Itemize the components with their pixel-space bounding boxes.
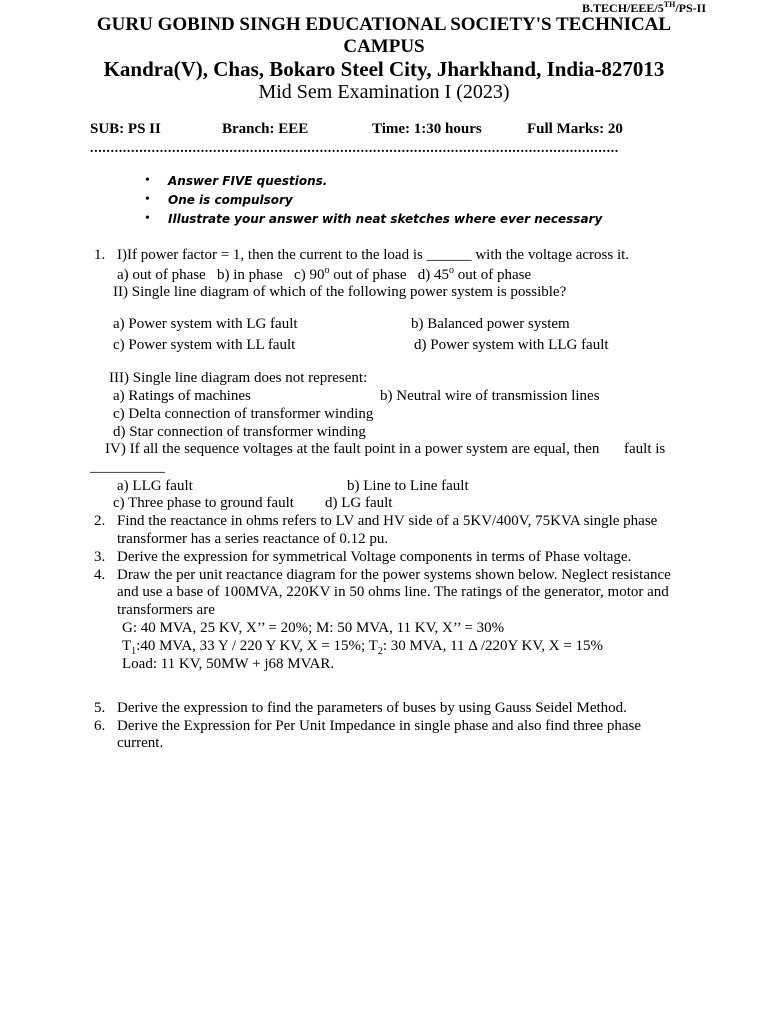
question-4-text-cont: and use a base of 100MVA, 220KV in 50 ohms line. The ratings of the generator, motor and <box>117 584 669 600</box>
option-a: a) out of phase <box>117 267 206 283</box>
question-number: 6. <box>94 718 106 734</box>
question-4-text-cont: transformers are <box>117 602 215 618</box>
time-label: Time: 1:30 hours <box>372 121 482 137</box>
branch-label: Branch: EEE <box>222 121 309 137</box>
question-1-part-iv: IV) If all the sequence voltages at the fault point in a power system are equal, then <box>105 441 600 457</box>
instruction-item: One is compulsory <box>168 193 293 207</box>
question-number: 5. <box>94 700 106 716</box>
question-4-text: Draw the per unit reactance diagram for the power systems shown below. Neglect resistance <box>117 567 671 583</box>
option-c: c) 90$^o$ out of phase <box>294 265 407 283</box>
question-number: 2. <box>94 513 106 529</box>
option-c: c) Three phase to ground fault <box>113 495 294 511</box>
question-1-part-iv-end: fault is <box>624 441 666 457</box>
question-6-text: Derive the Expression for Per Unit Impedance in single phase and also find three phase <box>117 718 642 734</box>
institute-name: GURU GOBIND SINGH EDUCATIONAL SOCIETY'S TECHNICAL <box>96 14 672 35</box>
full-marks-label: Full Marks: 20 <box>527 121 623 137</box>
question-3-text: Derive the expression for symmetrical Voltage components in terms of Phase voltage. <box>117 549 632 565</box>
question-1-part-ii: II) Single line diagram of which of the following power system is possible? <box>113 284 567 300</box>
instruction-item: Answer FIVE questions. <box>168 174 328 188</box>
option-c: c) Delta connection of transformer winding <box>113 406 374 422</box>
bullet-icon: • <box>145 192 150 207</box>
load-rating: Load: 11 KV, 50MW + j68 MVAR. <box>122 656 335 672</box>
transformer-ratings: $T_1:40$ MVA, 33 Y / 220 Y KV, X = 15%; $T_2$: 30 MVA, 11 Δ /220Y KV, X = 15% <box>122 638 604 657</box>
question-6-text-cont: current. <box>117 735 164 751</box>
question-number: 4. <box>94 567 106 583</box>
question-2-text: Find the reactance in ohms refers to LV and HV side of a 5KV/400V, 75KVA single phase <box>117 513 658 529</box>
option-b: b) Line to Line fault <box>347 478 469 494</box>
course-code: B.TECH/EEE/5TH/PS-II <box>582 0 706 15</box>
question-2-text-cont: transformer has a series reactance of 0.12 pu. <box>117 531 389 547</box>
question-number: 1. <box>94 247 106 263</box>
option-d: d) LG fault <box>325 495 393 511</box>
question-5-text: Derive the expression to find the parameters of buses by using Gauss Seidel Method. <box>117 700 627 716</box>
question-1-part-i: I)If power factor = 1, then the current to the load is ______ with the voltage across it. <box>117 247 630 263</box>
option-a: a) Ratings of machines <box>113 388 251 404</box>
question-1-part-iii: III) Single line diagram does not represent: <box>109 370 368 386</box>
bullet-icon: • <box>145 211 150 226</box>
option-c: c) Power system with LL fault <box>113 337 296 353</box>
question-number: 3. <box>94 549 106 565</box>
option-b: b) Balanced power system <box>411 316 570 332</box>
institute-name-line2: CAMPUS <box>343 36 425 57</box>
option-d: d) 45$^o$ out of phase <box>417 265 532 283</box>
option-a: a) LLG fault <box>117 478 193 494</box>
option-b: b) Neutral wire of transmission lines <box>380 388 600 404</box>
instruction-item: Illustrate your answer with neat sketches where ever necessary <box>168 212 603 226</box>
option-a: a) Power system with LG fault <box>113 316 298 332</box>
exam-title: Mid Sem Examination I (2023) <box>258 81 510 103</box>
question-1-part-i-options <box>117 265 531 284</box>
institute-address: Kandra(V), Chas, Bokaro Steel City, Jharkhand, India-827013 <box>103 57 665 81</box>
dotted-divider: ................................................................................................................................. <box>90 141 619 156</box>
generator-motor-ratings: G: 40 MVA, 25 KV, X’’ = 20%; M: 50 MVA, 11 KV, X’’ = 30% <box>122 620 505 636</box>
answer-blank: __________ <box>90 459 165 475</box>
subject-label: SUB: PS II <box>90 121 161 137</box>
option-b: b) in phase <box>216 267 283 283</box>
bullet-icon: • <box>145 173 150 188</box>
option-d: d) Star connection of transformer winding <box>113 424 366 440</box>
option-d: d) Power system with LLG fault <box>414 337 609 353</box>
